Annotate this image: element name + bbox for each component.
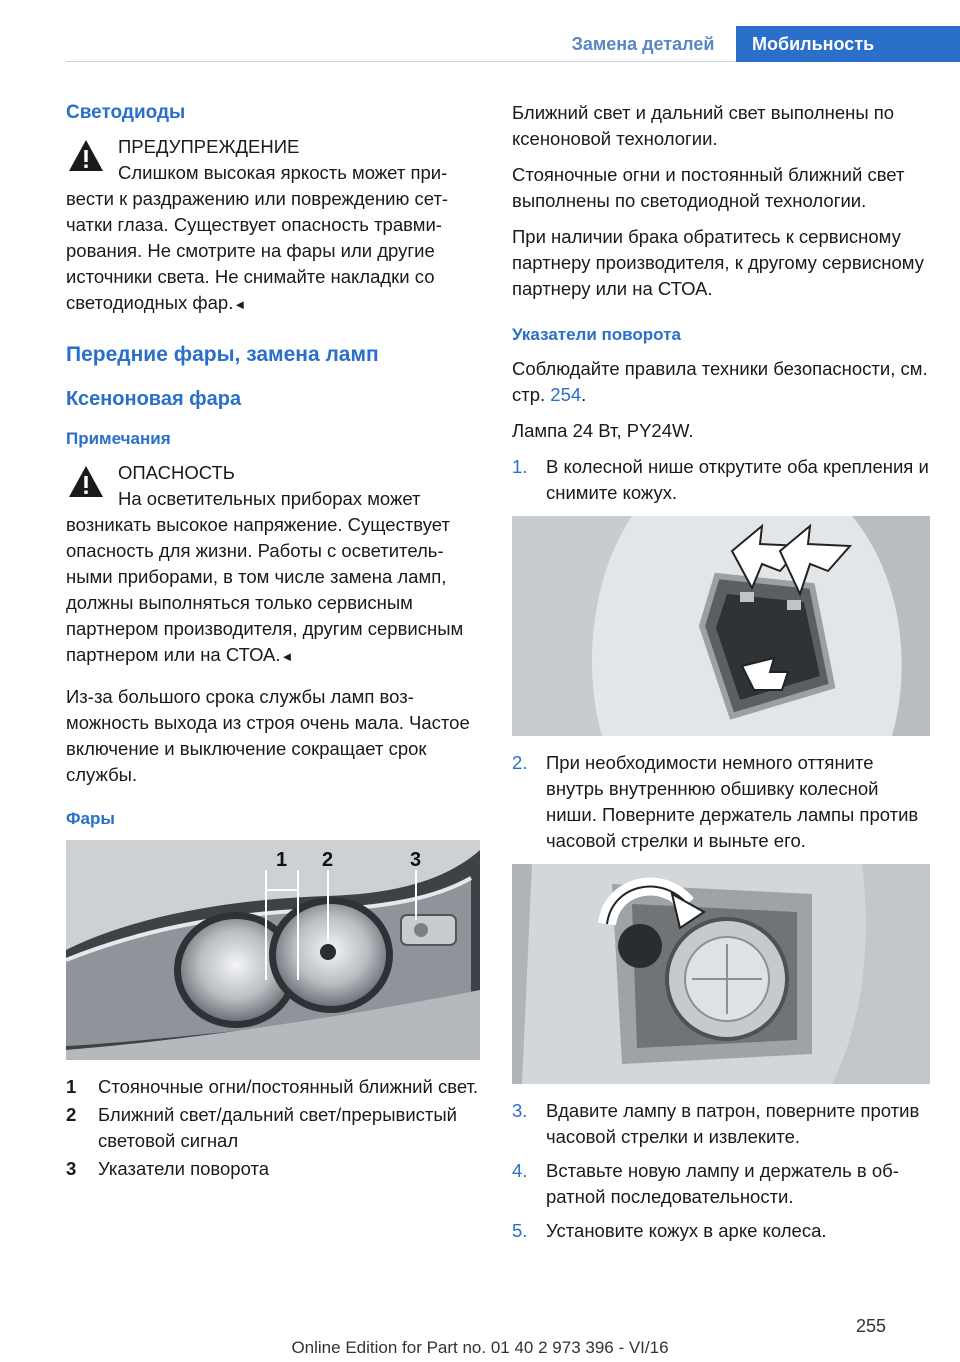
heading-leds: Светодиоды <box>66 102 186 123</box>
legend-list <box>66 1074 480 1182</box>
wheel-arch-cover-figure <box>512 516 930 736</box>
danger-block-xenon <box>66 460 480 670</box>
step-item: 2. При необходимости немного оттяните внутрь внутреннюю обшивку колесной ниши. Поверните держатель лампы против часовой стрелки и выньте его. <box>512 752 919 851</box>
warning-block-leds <box>66 134 480 318</box>
warning-triangle-icon <box>66 462 106 502</box>
step-item: 1. В колесной нише открутите оба крепления и снимите кожух. <box>512 456 929 503</box>
warning-title: ПРЕДУПРЕЖДЕНИЕ <box>118 136 300 157</box>
page-number: 255 <box>856 1316 887 1336</box>
heading-turn-signals: Указатели поворота <box>512 325 681 344</box>
step-item: 4. Вставьте новую лампу и держатель в обратной последовательности. <box>512 1160 899 1207</box>
figure-label-2: 2 <box>322 849 334 871</box>
step-item: 5. Установите кожух в арке колеса. <box>512 1220 827 1241</box>
paragraph-safety: Соблюдайте правила техники безопасности, см. стр. 254. <box>512 358 928 405</box>
bulb-holder-figure <box>512 864 930 1084</box>
legend-item: 2 Ближний свет/дальний свет/прерывистый световой сигнал <box>66 1104 458 1151</box>
figure-label-1: 1 <box>276 849 288 871</box>
danger-title: ОПАСНОСТЬ <box>118 462 235 483</box>
heading-notes: Примечания <box>66 429 171 448</box>
footer-edition: Online Edition for Part no. 01 40 2 973 396 - VI/16 <box>291 1338 669 1357</box>
paragraph-xenon: Ближний свет и дальний свет выполнены по ксеноновой технологии. <box>512 102 895 149</box>
legend-item: 1 Стояночные огни/постоянный ближний свет. <box>66 1076 479 1097</box>
paragraph-defect: При наличии брака обратитесь к сервисному партнеру производителя, к другому сервисному партнеру или на СТОА. <box>512 226 924 299</box>
step-item: 3. Вдавите лампу в патрон, поверните против часовой стрелки и извлеките. <box>512 1100 920 1147</box>
danger-text: На осветительных приборах может возникать высокое напряжение. Существует опасность для жизни. Работы с осветительными приборами, в том числе замена ламп, должны выполняться только сервисным партнером производителя, другим сервисным партнером или на СТОА.◄ <box>66 488 464 665</box>
left-column <box>66 100 480 1184</box>
headlight-illustration <box>66 840 480 1060</box>
legend-item: 3 Указатели поворота <box>66 1158 270 1179</box>
paragraph-led-tech: Стояночные огни и постоянный ближний свет выполнены по светодиодной технологии. <box>512 164 905 211</box>
heading-xenon: Ксеноновая фара <box>66 388 242 410</box>
cover-illustration <box>512 516 930 736</box>
paragraph-lamp-spec: Лампа 24 Вт, PY24W. <box>512 420 694 441</box>
page-link-254[interactable]: 254 <box>550 384 582 405</box>
headlight-figure <box>66 840 480 1060</box>
tab-mobility[interactable]: Мобильность <box>736 26 960 62</box>
paragraph-lifetime: Из-за большого срока службы ламп возможность выхода из строя очень мала. Частое включение и выключение сокращает срок службы. <box>66 686 470 785</box>
tab-parts-replacement[interactable]: Замена деталей <box>571 34 715 54</box>
heading-headlights-bulbs: Передние фары, замена ламп <box>66 343 379 366</box>
heading-lights: Фары <box>66 809 115 828</box>
right-column <box>512 100 930 1246</box>
holder-illustration <box>512 864 930 1084</box>
figure-label-3: 3 <box>410 849 422 871</box>
warning-text-leds: Слишком высокая яркость может привести к раздражению или повреждению сетчатки глаза. Существует опасность травмирования. Не смотрите на фары или другие источники света. Не снимайте накладки со светодиодных фар.◄ <box>66 162 449 313</box>
warning-triangle-icon <box>66 136 106 176</box>
